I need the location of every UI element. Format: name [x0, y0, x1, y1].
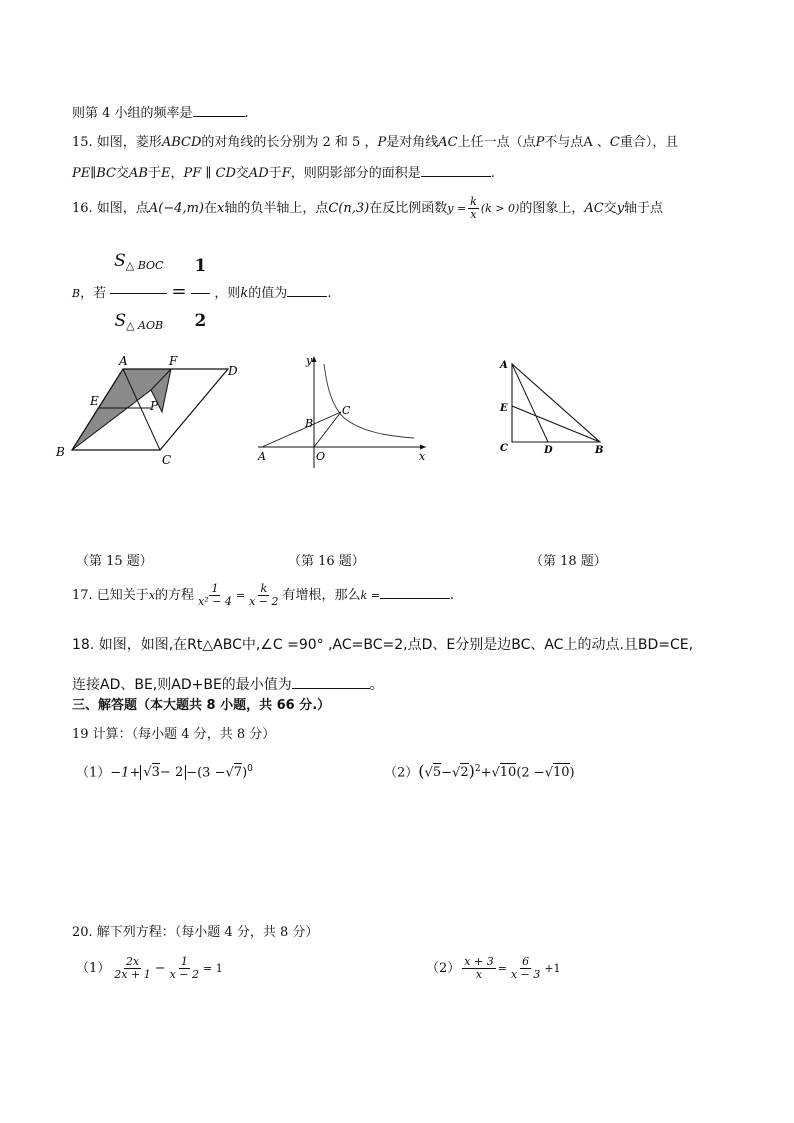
fig15-label-p: P	[150, 399, 159, 413]
fig15-label-b: B	[56, 445, 65, 459]
q20-p1-fraction-2: $\frac{1}{x - 2}$	[169, 955, 200, 981]
q16-line1: 16. 如图，点A(−4,m)在x轴的负半轴上，点C(n,3)在反比例函数y = $\frac{k}{x}$ (k > 0)的图象上，AC交y轴于点	[72, 195, 664, 221]
q16-line2: B，若 $\frac{S_{\triangle BOC}}{S_{\triangle AOB}}$ = $\frac{1}{2}$ ，则k的值为 .	[72, 236, 331, 351]
fig15-label-e: E	[90, 394, 99, 408]
caption-fig18: （第 18 题）	[530, 554, 607, 569]
q18-line2: 连接AD、BE,则AD+BE的最小值为 。	[72, 677, 384, 693]
q19-title: 19 计算：（每小题 4 分，共 8 分）	[72, 727, 276, 742]
q20-part1: （1） $\frac{2x}{2x + 1}$ − $\frac{1}{x - 2}$ = 1	[76, 955, 223, 981]
fig16-label-y: y	[306, 354, 313, 367]
fig18-label-c: C	[500, 443, 508, 454]
q20-title: 20. 解下列方程：（每小题 4 分，共 8 分）	[72, 925, 319, 940]
q20-p2-fraction-1: $\frac{x + 3}{x}$	[464, 955, 494, 981]
q20-p2-fraction-2: $\frac{6}{x - 3}$	[510, 955, 541, 981]
q15-answer-blank[interactable]	[421, 164, 491, 177]
fig15-label-d: D	[228, 364, 238, 378]
fig18-label-e: E	[500, 403, 508, 414]
fig18-label-b: B	[595, 445, 604, 456]
caption-fig16: （第 16 题）	[288, 554, 365, 569]
q18-line1: 18. 如图，如图,在Rt△ABC中,∠C =90° ,AC=BC=2,点D、E分别是边BC、AC上的动点.且BD=CE,	[72, 637, 694, 653]
figure-16-hyperbola	[252, 350, 432, 470]
q20-p1-fraction-1: $\frac{2x}{2x + 1}$	[114, 955, 151, 981]
fig15-label-c: C	[162, 453, 172, 467]
q15-line2: PE∥BC交AB于E，PF ∥ CD交AD于F，则阴影部分的面积是 .	[72, 166, 495, 181]
q17-answer-blank[interactable]	[380, 586, 450, 599]
q15-line1: 15. 如图，菱形ABCD的对角线的长分别为 2 和 5 ，P是对角线AC上任一点（点P不与点A 、C重合），且	[72, 135, 679, 150]
q20-part2: （2） $\frac{x + 3}{x}$ = $\frac{6}{x - 3}$ +1	[426, 955, 561, 981]
fig18-label-d: D	[544, 445, 553, 456]
q14-answer-blank[interactable]	[193, 104, 245, 117]
q16-inverse-function-fraction: $\frac{k}{x}$	[470, 195, 477, 221]
q16-answer-blank[interactable]	[287, 284, 327, 297]
q19-part1: $(1)-1+ √3- 2 -(3 -√7)^0$	[76, 764, 253, 781]
fig16-hyperbola-curve	[324, 364, 414, 438]
q16-area-ratio: $\frac{S_{\triangle BOC}}{S_{\triangle AOB}}$	[110, 236, 167, 351]
q18-answer-blank[interactable]	[292, 676, 370, 689]
caption-fig15: （第 15 题）	[76, 554, 153, 569]
q19-part2: $(2)(√5-√2)^2+√10(2 -√10)$	[384, 761, 575, 781]
fig16-label-b: B	[305, 417, 314, 430]
fig16-label-c: C	[342, 404, 351, 417]
q14-prefix: 则第 4 小组的频率是	[72, 106, 193, 121]
fig16-label-x: x	[419, 450, 426, 463]
fig18-label-a: A	[500, 360, 508, 371]
figure-15-rhombus	[52, 350, 242, 470]
fig16-label-o: O	[316, 450, 326, 463]
q19-p1-abs: √3− 2	[140, 765, 186, 780]
q14-tail: 则第 4 小组的频率是 .	[72, 106, 249, 121]
section-3-heading: 三、解答题（本大题共 8 小题，共 66 分.）	[72, 698, 331, 713]
q16-one-half: $\frac{1}{2}$	[191, 241, 211, 346]
fig15-label-a: A	[119, 354, 128, 368]
fig15-label-f: F	[169, 354, 178, 368]
q17-fraction-right: $\frac{k}{x - 2}$	[249, 582, 279, 608]
fig18-triangle-outline	[512, 364, 600, 442]
q17-fraction-left: $\frac{1}{\text{x² − 4}}$	[198, 582, 232, 608]
fig16-label-a: A	[258, 450, 266, 463]
figure-18-right-triangle	[494, 350, 614, 460]
q17: 17. 已知关于x的方程 $\frac{1}{\text{x² − 4}}$ = $\frac{k}{x - 2}$ 有增根，那么k = .	[72, 582, 455, 608]
